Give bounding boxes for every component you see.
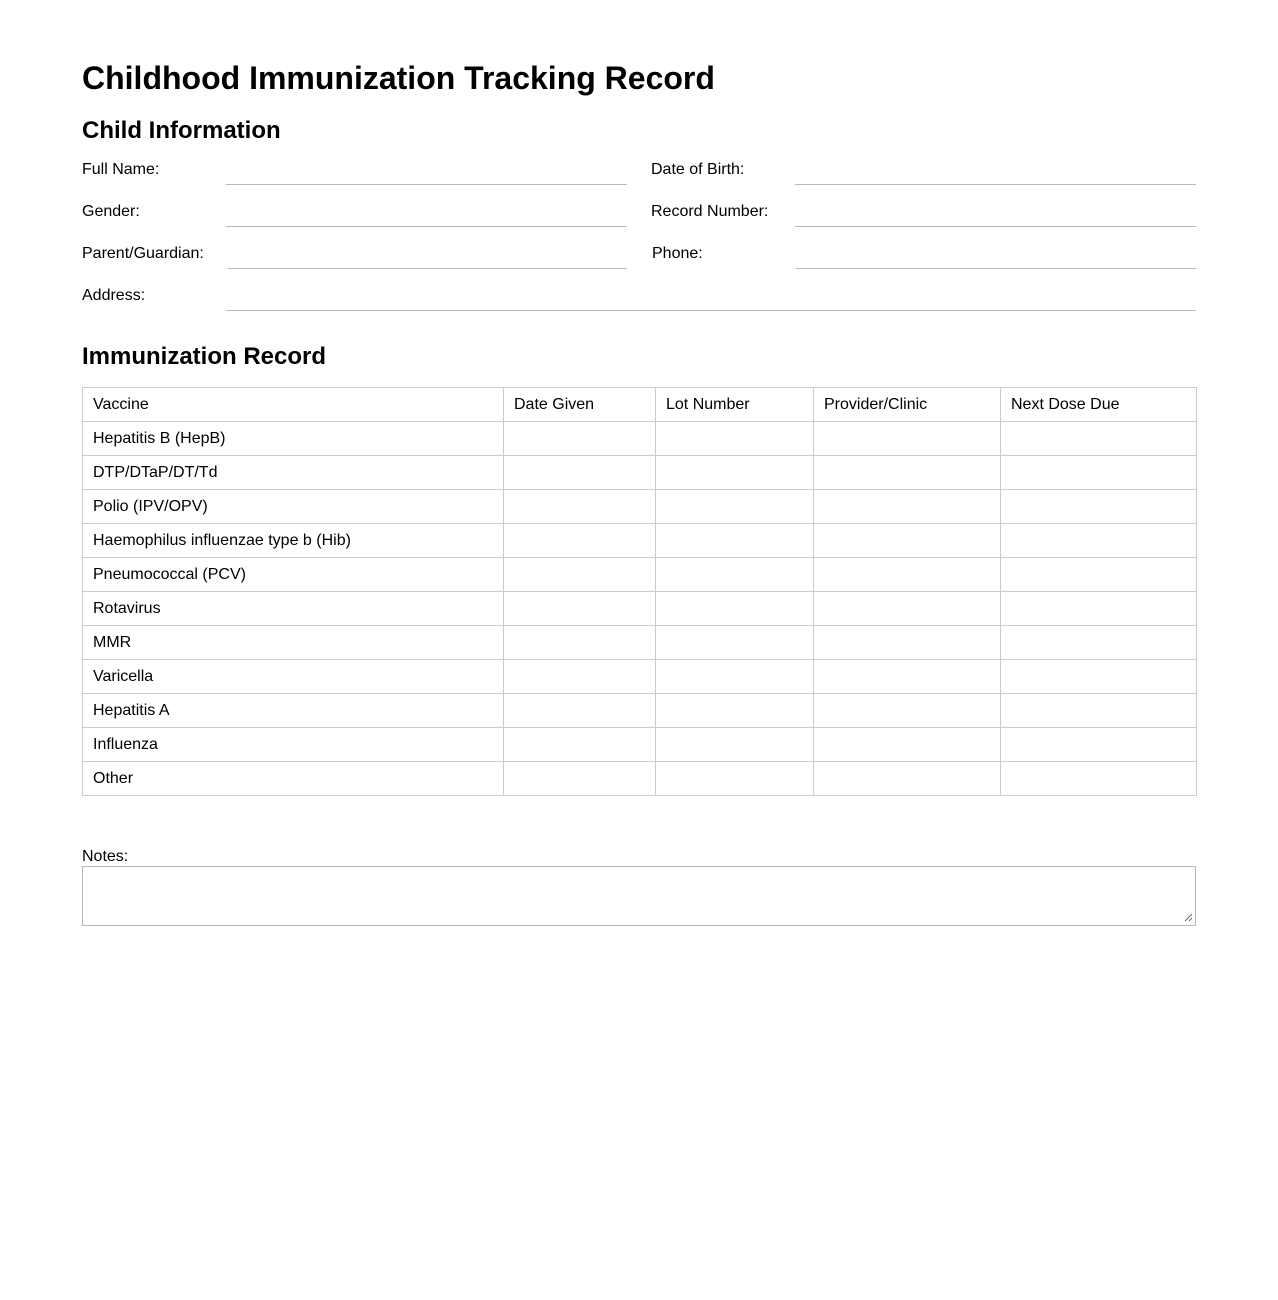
parent-guardian-underline: [228, 268, 627, 269]
table-row: [83, 422, 1197, 456]
next-dose-due-input[interactable]: [1001, 524, 1196, 557]
next-dose-due-input[interactable]: [1001, 728, 1196, 761]
table-row: [83, 490, 1197, 524]
vaccine-name-cell: Haemophilus influenzae type b (Hib): [83, 524, 504, 558]
full-name-underline: [226, 184, 627, 185]
immunization-table: [82, 387, 1197, 796]
next-dose-due-cell[interactable]: [1001, 558, 1197, 592]
provider-clinic-input[interactable]: [814, 694, 1000, 727]
gender-label: Gender:: [82, 203, 140, 220]
date-of-birth-label: Date of Birth:: [651, 161, 745, 178]
date-given-input[interactable]: [504, 762, 655, 795]
resize-grip-icon[interactable]: [1183, 912, 1193, 922]
date-given-input[interactable]: [504, 728, 655, 761]
provider-clinic-cell[interactable]: [814, 626, 1001, 660]
provider-clinic-input[interactable]: [814, 660, 1000, 693]
phone-label: Phone:: [652, 245, 703, 262]
address-field[interactable]: [226, 284, 1200, 310]
date-given-cell[interactable]: [504, 524, 656, 558]
vaccine-name-cell: DTP/DTaP/DT/Td: [83, 456, 504, 490]
vaccine-name-cell: MMR: [83, 626, 504, 660]
next-dose-due-input[interactable]: [1001, 626, 1196, 659]
date-given-cell[interactable]: [504, 558, 656, 592]
table-row: [83, 762, 1197, 796]
table-row: [83, 524, 1197, 558]
next-dose-due-cell[interactable]: [1001, 592, 1197, 626]
table-header-row: [83, 388, 1197, 422]
gender-field[interactable]: [226, 200, 631, 226]
provider-clinic-cell[interactable]: [814, 558, 1001, 592]
record-number-field[interactable]: [795, 200, 1200, 226]
lot-number-cell[interactable]: [656, 456, 814, 490]
notes-textarea[interactable]: [82, 866, 1196, 926]
provider-clinic-cell[interactable]: [814, 524, 1001, 558]
table-row: [83, 694, 1197, 728]
page-title: Childhood Immunization Tracking Record: [82, 60, 715, 96]
vaccine-name-cell: Hepatitis A: [83, 694, 504, 728]
next-dose-due-cell[interactable]: [1001, 694, 1197, 728]
lot-number-input[interactable]: [656, 524, 813, 557]
table-row: [83, 728, 1197, 762]
column-header-provider-clinic: Provider/Clinic: [814, 388, 1001, 422]
next-dose-due-input[interactable]: [1001, 490, 1196, 523]
provider-clinic-input[interactable]: [814, 626, 1000, 659]
provider-clinic-input[interactable]: [814, 456, 1000, 489]
date-given-cell[interactable]: [504, 626, 656, 660]
vaccine-name-cell: Pneumococcal (PCV): [83, 558, 504, 592]
date-given-cell[interactable]: [504, 422, 656, 456]
lot-number-cell[interactable]: [656, 762, 814, 796]
provider-clinic-cell[interactable]: [814, 728, 1001, 762]
provider-clinic-input[interactable]: [814, 592, 1000, 625]
date-given-input[interactable]: [504, 524, 655, 557]
date-of-birth-field[interactable]: [795, 158, 1200, 184]
next-dose-due-cell[interactable]: [1001, 626, 1197, 660]
date-given-cell[interactable]: [504, 762, 656, 796]
next-dose-due-input[interactable]: [1001, 456, 1196, 489]
phone-field[interactable]: [796, 242, 1200, 268]
lot-number-cell[interactable]: [656, 422, 814, 456]
date-of-birth-underline: [795, 184, 1196, 185]
table-row: [83, 558, 1197, 592]
lot-number-input[interactable]: [656, 422, 813, 455]
lot-number-input[interactable]: [656, 762, 813, 795]
provider-clinic-cell[interactable]: [814, 456, 1001, 490]
lot-number-input[interactable]: [656, 490, 813, 523]
table-row: [83, 626, 1197, 660]
next-dose-due-cell[interactable]: [1001, 524, 1197, 558]
lot-number-input[interactable]: [656, 592, 813, 625]
date-given-cell[interactable]: [504, 490, 656, 524]
vaccine-name-cell: Polio (IPV/OPV): [83, 490, 504, 524]
provider-clinic-cell[interactable]: [814, 422, 1001, 456]
next-dose-due-cell[interactable]: [1001, 728, 1197, 762]
lot-number-cell[interactable]: [656, 694, 814, 728]
address-underline: [226, 310, 1196, 311]
next-dose-due-input[interactable]: [1001, 762, 1196, 795]
lot-number-cell[interactable]: [656, 524, 814, 558]
lot-number-cell[interactable]: [656, 558, 814, 592]
column-header-lot-number: Lot Number: [656, 388, 814, 422]
table-row: [83, 456, 1197, 490]
lot-number-cell[interactable]: [656, 592, 814, 626]
lot-number-input[interactable]: [656, 456, 813, 489]
provider-clinic-input[interactable]: [814, 422, 1000, 455]
next-dose-due-cell[interactable]: [1001, 660, 1197, 694]
date-given-input[interactable]: [504, 558, 655, 591]
table-row: [83, 592, 1197, 626]
column-header-date-given: Date Given: [504, 388, 656, 422]
date-given-input[interactable]: [504, 694, 655, 727]
provider-clinic-cell[interactable]: [814, 660, 1001, 694]
immunization-record-heading: Immunization Record: [82, 343, 327, 370]
next-dose-due-cell[interactable]: [1001, 456, 1197, 490]
date-given-cell[interactable]: [504, 694, 656, 728]
lot-number-cell[interactable]: [656, 660, 814, 694]
next-dose-due-input[interactable]: [1001, 694, 1196, 727]
date-given-cell[interactable]: [504, 728, 656, 762]
record-number-label: Record Number:: [651, 203, 769, 220]
lot-number-input[interactable]: [656, 626, 813, 659]
date-given-input[interactable]: [504, 456, 655, 489]
next-dose-due-cell[interactable]: [1001, 490, 1197, 524]
provider-clinic-input[interactable]: [814, 558, 1000, 591]
table-row: [83, 660, 1197, 694]
date-given-input[interactable]: [504, 422, 655, 455]
lot-number-input[interactable]: [656, 728, 813, 761]
phone-underline: [796, 268, 1196, 269]
next-dose-due-cell[interactable]: [1001, 762, 1197, 796]
column-header-next-dose-due: Next Dose Due: [1001, 388, 1197, 422]
provider-clinic-cell[interactable]: [814, 762, 1001, 796]
vaccine-name-cell: Influenza: [83, 728, 504, 762]
next-dose-due-input[interactable]: [1001, 558, 1196, 591]
date-given-cell[interactable]: [504, 456, 656, 490]
next-dose-due-input[interactable]: [1001, 660, 1196, 693]
provider-clinic-input[interactable]: [814, 524, 1000, 557]
vaccine-name-cell: Other: [83, 762, 504, 796]
record-number-underline: [795, 226, 1196, 227]
date-given-input[interactable]: [504, 592, 655, 625]
provider-clinic-cell[interactable]: [814, 490, 1001, 524]
provider-clinic-input[interactable]: [814, 762, 1000, 795]
date-given-input[interactable]: [504, 626, 655, 659]
full-name-label: Full Name:: [82, 161, 160, 178]
date-given-cell[interactable]: [504, 660, 656, 694]
vaccine-name-cell: Rotavirus: [83, 592, 504, 626]
parent-guardian-field[interactable]: [228, 242, 631, 268]
lot-number-cell[interactable]: [656, 626, 814, 660]
date-given-input[interactable]: [504, 660, 655, 693]
column-header-vaccine: Vaccine: [83, 388, 504, 422]
provider-clinic-input[interactable]: [814, 728, 1000, 761]
address-label: Address:: [82, 287, 146, 304]
next-dose-due-input[interactable]: [1001, 592, 1196, 625]
parent-guardian-label: Parent/Guardian:: [82, 245, 204, 262]
lot-number-cell[interactable]: [656, 728, 814, 762]
provider-clinic-cell[interactable]: [814, 592, 1001, 626]
next-dose-due-cell[interactable]: [1001, 422, 1197, 456]
date-given-cell[interactable]: [504, 592, 656, 626]
lot-number-input[interactable]: [656, 694, 813, 727]
notes-label: Notes:: [82, 848, 129, 865]
provider-clinic-input[interactable]: [814, 490, 1000, 523]
lot-number-input[interactable]: [656, 558, 813, 591]
next-dose-due-input[interactable]: [1001, 422, 1196, 455]
vaccine-name-cell: Hepatitis B (HepB): [83, 422, 504, 456]
lot-number-cell[interactable]: [656, 490, 814, 524]
vaccine-name-cell: Varicella: [83, 660, 504, 694]
provider-clinic-cell[interactable]: [814, 694, 1001, 728]
full-name-field[interactable]: [226, 158, 631, 184]
child-information-heading: Child Information: [82, 117, 281, 144]
lot-number-input[interactable]: [656, 660, 813, 693]
gender-underline: [226, 226, 627, 227]
date-given-input[interactable]: [504, 490, 655, 523]
